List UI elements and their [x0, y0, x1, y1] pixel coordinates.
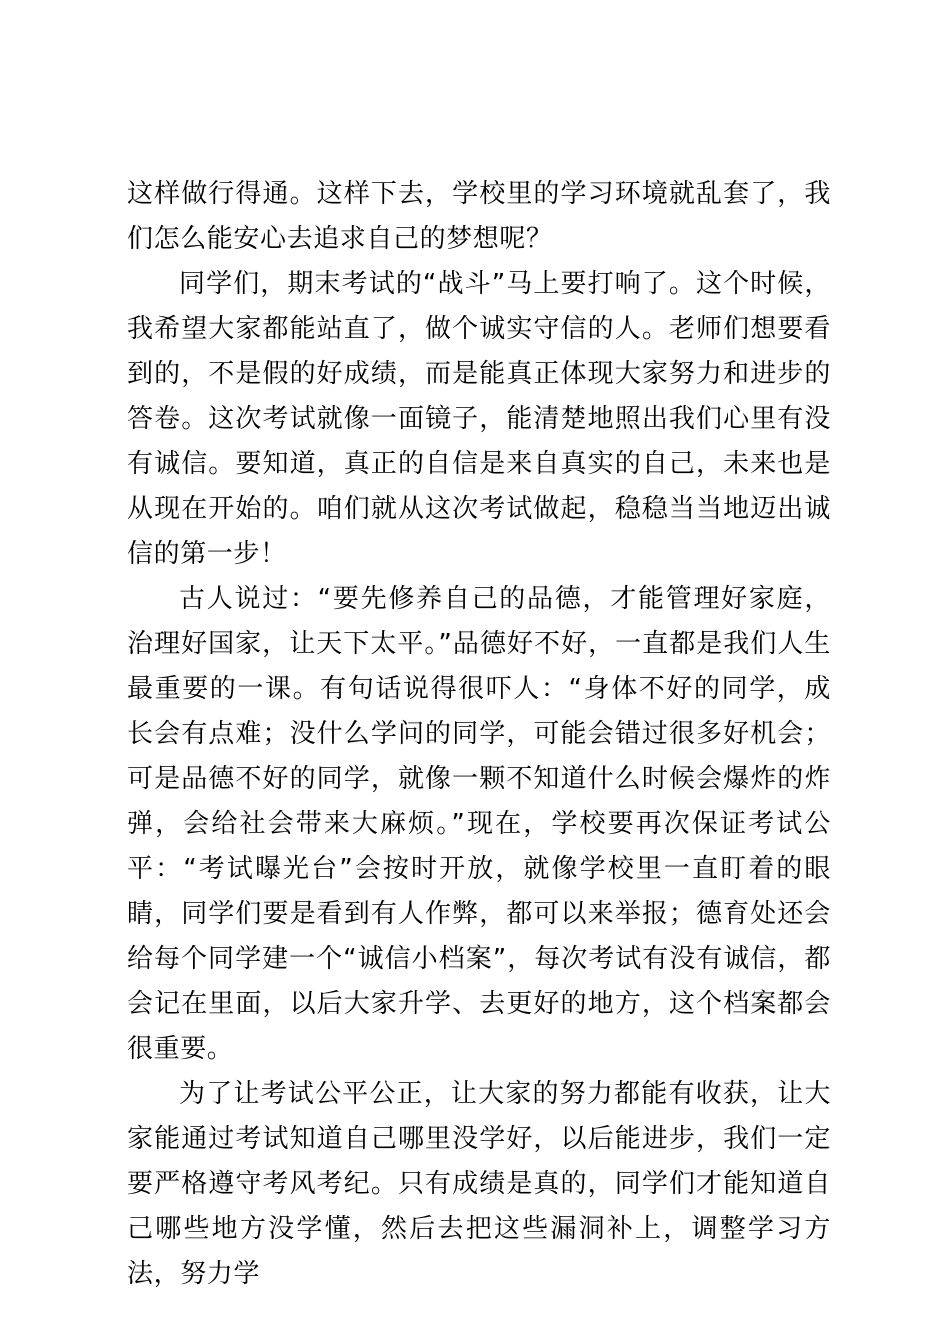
paragraph-exam-integrity: 同学们，期末考试的“战斗”马上要打响了。这个时候，我希望大家都能站直了，做个诚实守信的人。老师们想要看到的，不是假的好成绩，而是能真正体现大家努力和进步的答卷。这次考试就像一面镜子，能清楚地照出我们心里有没有诚信。要知道，真正的自信是来自真实的自己，未来也是从现在开始的。咱们就从这次考试做起，稳稳当当地迈出诚信的第一步！ — [127, 269, 831, 569]
document-page — [127, 172, 831, 1297]
paragraph-virtue-quote: 古人说过：“要先修养自己的品德，才能管理好家庭，治理好国家，让天下太平。”品德好不好，一直都是我们人生最重要的一课。有句话说得很吓人：“身体不好的同学，成长会有点难；没什么学问的同学，可能会错过很多好机会；可是品德不好的同学，就像一颗不知道什么时候会爆炸的炸弹，会给社会带来大麻烦。”现在，学校要再次保证考试公平：“考试曝光台”会按时开放，就像学校里一直盯着的眼睛，同学们要是看到有人作弊，都可以来举报；德育处还会给每个同学建一个“诚信小档案”，每次考试有没有诚信，都会记在里面，以后大家升学、去更好的地方，这个档案都会很重要。 — [127, 584, 831, 1064]
paragraph-exam-discipline: 为了让考试公平公正，让大家的努力都能有收获，让大家能通过考试知道自己哪里没学好，以后能进步，我们一定要严格遵守考风考纪。只有成绩是真的，同学们才能知道自己哪些地方没学懂，然后去把这些漏洞补上，调整学习方法，努力学 — [127, 1079, 831, 1289]
paragraph-continuation: 这样做行得通。这样下去，学校里的学习环境就乱套了，我们怎么能安心去追求自己的梦想呢？ — [127, 179, 831, 254]
